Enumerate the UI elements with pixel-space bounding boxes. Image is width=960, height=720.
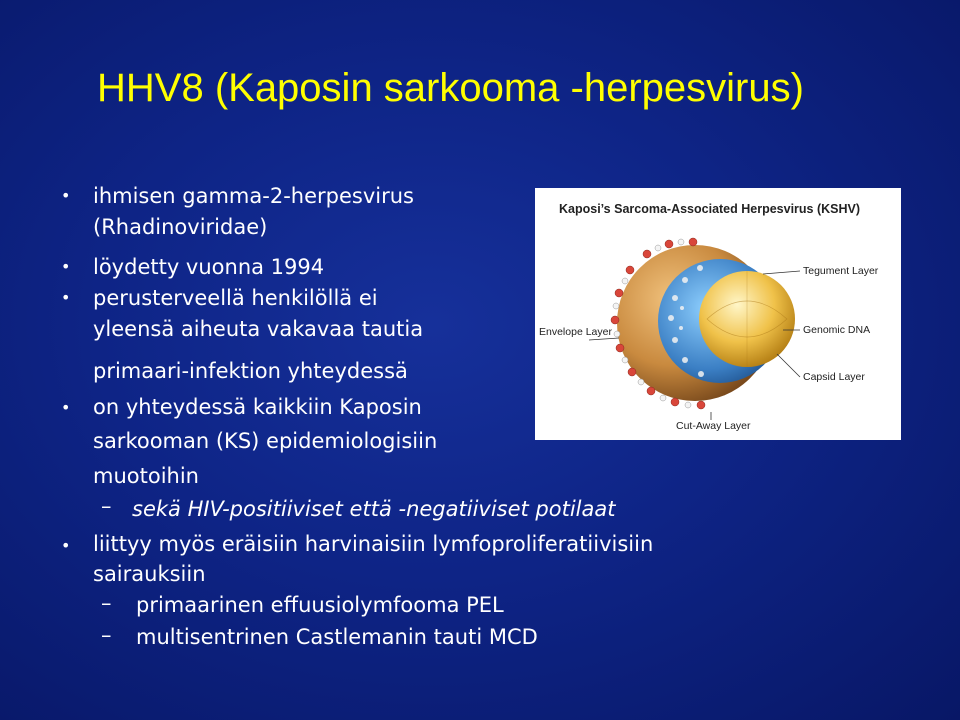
bullet-3-line-3: primaari-infektion yhteydessä [93,359,408,383]
bullet-4-line-3: muotoihin [93,464,199,488]
label-tegument: Tegument Layer [803,265,879,277]
slide-title: HHV8 (Kaposin sarkooma -herpesvirus) [97,66,804,110]
bullet-marker: • [61,536,71,555]
label-envelope: Envelope Layer [539,326,612,338]
bullet-marker: • [61,288,71,307]
label-cutaway: Cut-Away Layer [676,420,751,432]
subbullet-pel: primaarinen effuusiolymfooma PEL [136,593,504,617]
bullet-5-line-1: liittyy myös eräisiin harvinaisiin lymfoproliferatiivisiin [93,532,654,556]
label-genomic: Genomic DNA [803,324,871,336]
kshv-virus-illustration [535,188,901,440]
bullet-5-line-2: sairauksiin [93,562,206,586]
bullet-3-line-1: perusterveellä henkilöllä ei [93,286,378,310]
bullet-1-line-2: (Rhadinoviridae) [93,215,268,239]
bullet-4-line-1: on yhteydessä kaikkiin Kaposin [93,395,422,419]
subbullet-hiv: sekä HIV-positiiviset että -negatiiviset potilaat [132,497,616,521]
subbullet-dash: – [101,494,112,518]
bullet-1-line-1: ihmisen gamma-2-herpesvirus [93,184,414,208]
bullet-marker: • [61,186,71,205]
bullet-3-line-2: yleensä aiheuta vakavaa tautia [93,317,424,341]
label-capsid: Capsid Layer [803,371,865,383]
kshv-figure [535,188,901,440]
bullet-2-line-1: löydetty vuonna 1994 [93,255,325,279]
figure-title: Kaposi’s Sarcoma-Associated Herpesvirus (KSHV) [559,202,861,216]
bullet-marker: • [61,257,71,276]
bullet-4-line-2: sarkooman (KS) epidemiologisiin [93,429,438,453]
bullet-marker: • [61,398,71,417]
subbullet-dash: – [101,591,112,615]
subbullet-mcd: multisentrinen Castlemanin tauti MCD [136,625,538,649]
subbullet-dash: – [101,623,112,647]
